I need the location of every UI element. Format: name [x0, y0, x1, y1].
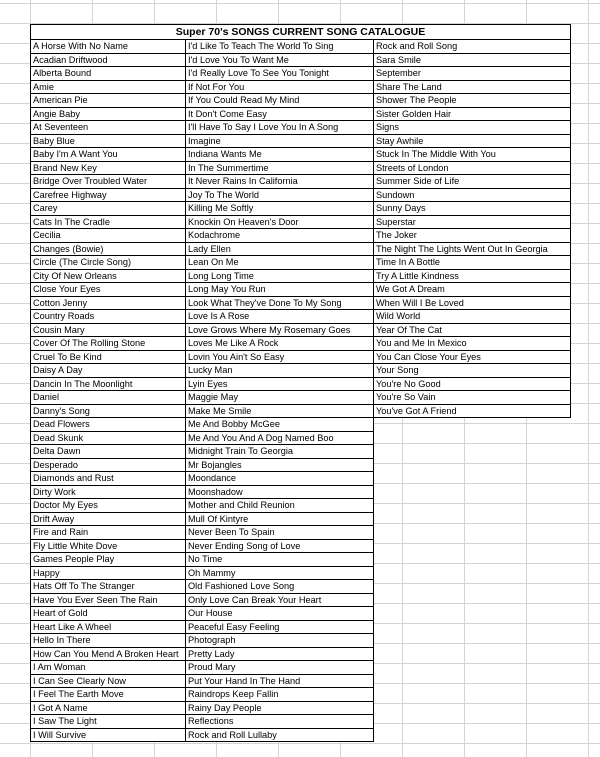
empty-cell[interactable]: [374, 486, 571, 500]
table-row: [30, 729, 571, 743]
song-cell[interactable]: Angie Baby: [30, 108, 186, 122]
song-cell[interactable]: Cover Of The Rolling Stone: [30, 337, 186, 351]
song-cell[interactable]: Daisy A Day: [30, 364, 186, 378]
empty-cell[interactable]: [374, 418, 571, 432]
song-cell[interactable]: Dead Skunk: [30, 432, 186, 446]
song-cell[interactable]: Streets of London: [374, 162, 571, 176]
song-cell[interactable]: Maggie May: [186, 391, 374, 405]
table-row: [30, 229, 571, 243]
song-cell[interactable]: Drift Away: [30, 513, 186, 527]
song-cell[interactable]: Diamonds and Rust: [30, 472, 186, 486]
empty-cell[interactable]: [374, 513, 571, 527]
table-row: [30, 648, 571, 662]
table-row: [30, 202, 571, 216]
song-cell[interactable]: I Am Woman: [30, 661, 186, 675]
song-cell[interactable]: Peaceful Easy Feeling: [186, 621, 374, 635]
table-row: [30, 526, 571, 540]
song-cell[interactable]: Superstar: [374, 216, 571, 230]
song-cell[interactable]: I'd Really Love To See You Tonight: [186, 67, 374, 81]
song-cell[interactable]: Acadian Driftwood: [30, 54, 186, 68]
empty-cell[interactable]: [374, 580, 571, 594]
song-cell[interactable]: Have You Ever Seen The Rain: [30, 594, 186, 608]
song-cell[interactable]: I Will Survive: [30, 729, 186, 743]
table-row: [30, 351, 571, 365]
song-cell[interactable]: Only Love Can Break Your Heart: [186, 594, 374, 608]
song-catalogue-sheet: [30, 24, 571, 742]
song-cell[interactable]: Rock and Roll Lullaby: [186, 729, 374, 743]
empty-cell[interactable]: [374, 432, 571, 446]
table-row: [30, 688, 571, 702]
empty-cell[interactable]: [374, 702, 571, 716]
table-row: [30, 216, 571, 230]
song-cell[interactable]: Signs: [374, 121, 571, 135]
song-cell[interactable]: Year Of The Cat: [374, 324, 571, 338]
table-row: [30, 189, 571, 203]
table-row: [30, 81, 571, 95]
empty-cell[interactable]: [374, 472, 571, 486]
table-row: [30, 148, 571, 162]
song-cell[interactable]: Love Grows Where My Rosemary Goes: [186, 324, 374, 338]
empty-cell[interactable]: [374, 688, 571, 702]
song-cell[interactable]: Heart Like A Wheel: [30, 621, 186, 635]
song-cell[interactable]: Shower The People: [374, 94, 571, 108]
empty-cell[interactable]: [374, 459, 571, 473]
song-cell[interactable]: Hello In There: [30, 634, 186, 648]
song-cell[interactable]: Changes (Bowie): [30, 243, 186, 257]
table-row: [30, 675, 571, 689]
song-cell[interactable]: Imagine: [186, 135, 374, 149]
table-row: [30, 162, 571, 176]
song-cell[interactable]: The Night The Lights Went Out In Georgia: [374, 243, 571, 257]
table-row: [30, 459, 571, 473]
table-row: [30, 553, 571, 567]
song-cell[interactable]: I'd Love You To Want Me: [186, 54, 374, 68]
song-cell[interactable]: Make Me Smile: [186, 405, 374, 419]
song-cell[interactable]: Stay Awhile: [374, 135, 571, 149]
song-cell[interactable]: City Of New Orleans: [30, 270, 186, 284]
song-cell[interactable]: We Got A Dream: [374, 283, 571, 297]
table-row: [30, 67, 571, 81]
song-cell[interactable]: Me And Bobby McGee: [186, 418, 374, 432]
song-cell[interactable]: Photograph: [186, 634, 374, 648]
table-row: [30, 54, 571, 68]
song-cell[interactable]: The Joker: [374, 229, 571, 243]
song-cell[interactable]: I'd Like To Teach The World To Sing: [186, 40, 374, 54]
song-cell[interactable]: Sunny Days: [374, 202, 571, 216]
song-cell[interactable]: Your Song: [374, 364, 571, 378]
song-cell[interactable]: How Can You Mend A Broken Heart: [30, 648, 186, 662]
song-cell[interactable]: Old Fashioned Love Song: [186, 580, 374, 594]
empty-cell[interactable]: [374, 553, 571, 567]
song-cell[interactable]: I Got A Name: [30, 702, 186, 716]
song-cell[interactable]: Share The Land: [374, 81, 571, 95]
song-cell[interactable]: Carey: [30, 202, 186, 216]
song-cell[interactable]: Stuck In The Middle With You: [374, 148, 571, 162]
song-cell[interactable]: Rainy Day People: [186, 702, 374, 716]
song-cell[interactable]: Killing Me Softly: [186, 202, 374, 216]
song-cell[interactable]: It Never Rains In California: [186, 175, 374, 189]
table-row: [30, 283, 571, 297]
song-cell[interactable]: Look What They've Done To My Song: [186, 297, 374, 311]
song-cell[interactable]: I Feel The Earth Move: [30, 688, 186, 702]
table-row: [30, 324, 571, 338]
song-cell[interactable]: A Horse With No Name: [30, 40, 186, 54]
table-row: [30, 634, 571, 648]
empty-cell[interactable]: [374, 540, 571, 554]
table-row: [30, 580, 571, 594]
empty-cell[interactable]: [374, 675, 571, 689]
table-row: [30, 175, 571, 189]
table-row: [30, 418, 571, 432]
song-cell[interactable]: Games People Play: [30, 553, 186, 567]
song-cell[interactable]: If You Could Read My Mind: [186, 94, 374, 108]
table-row: [30, 310, 571, 324]
song-cell[interactable]: Circle (The Circle Song): [30, 256, 186, 270]
catalogue-title[interactable]: Super 70's SONGS CURRENT SONG CATALOGUE: [30, 24, 571, 40]
song-cell[interactable]: In The Summertime: [186, 162, 374, 176]
song-cell[interactable]: Proud Mary: [186, 661, 374, 675]
table-row: [30, 702, 571, 716]
table-row: [30, 405, 571, 419]
song-cell[interactable]: Dancin In The Moonlight: [30, 378, 186, 392]
song-cell[interactable]: If Not For You: [186, 81, 374, 95]
song-cell[interactable]: Love Is A Rose: [186, 310, 374, 324]
song-cell[interactable]: Lady Ellen: [186, 243, 374, 257]
empty-cell[interactable]: [374, 715, 571, 729]
empty-cell[interactable]: [374, 729, 571, 743]
song-cell[interactable]: Country Roads: [30, 310, 186, 324]
song-cell[interactable]: Dirty Work: [30, 486, 186, 500]
song-cell[interactable]: Lovin You Ain't So Easy: [186, 351, 374, 365]
song-cell[interactable]: You and Me In Mexico: [374, 337, 571, 351]
song-cell[interactable]: American Pie: [30, 94, 186, 108]
song-cell[interactable]: Mr Bojangles: [186, 459, 374, 473]
song-cell[interactable]: Sister Golden Hair: [374, 108, 571, 122]
song-cell[interactable]: Moonshadow: [186, 486, 374, 500]
song-cell[interactable]: Delta Dawn: [30, 445, 186, 459]
table-row: [30, 121, 571, 135]
song-cell[interactable]: Carefree Highway: [30, 189, 186, 203]
song-cell[interactable]: Sundown: [374, 189, 571, 203]
song-cell[interactable]: Fire and Rain: [30, 526, 186, 540]
song-cell[interactable]: You Can Close Your Eyes: [374, 351, 571, 365]
empty-cell[interactable]: [374, 594, 571, 608]
table-row: [30, 499, 571, 513]
song-cell[interactable]: Brand New Key: [30, 162, 186, 176]
empty-cell[interactable]: [374, 634, 571, 648]
empty-cell[interactable]: [374, 445, 571, 459]
empty-cell[interactable]: [374, 607, 571, 621]
song-cell[interactable]: Doctor My Eyes: [30, 499, 186, 513]
song-cell[interactable]: Our House: [186, 607, 374, 621]
song-cell[interactable]: Dead Flowers: [30, 418, 186, 432]
song-cell[interactable]: Put Your Hand In The Hand: [186, 675, 374, 689]
song-cell[interactable]: Raindrops Keep Fallin: [186, 688, 374, 702]
song-cell[interactable]: Cotton Jenny: [30, 297, 186, 311]
table-row: [30, 540, 571, 554]
table-row: [30, 594, 571, 608]
song-cell[interactable]: I Saw The Light: [30, 715, 186, 729]
table-row: [30, 432, 571, 446]
song-cell[interactable]: Time In A Bottle: [374, 256, 571, 270]
table-row: [30, 364, 571, 378]
table-row: [30, 661, 571, 675]
song-cell[interactable]: Wild World: [374, 310, 571, 324]
song-cell[interactable]: Midnight Train To Georgia: [186, 445, 374, 459]
song-cell[interactable]: Moondance: [186, 472, 374, 486]
song-cell[interactable]: At Seventeen: [30, 121, 186, 135]
song-cell[interactable]: Cecilia: [30, 229, 186, 243]
song-cell[interactable]: Hats Off To The Stranger: [30, 580, 186, 594]
table-row: [30, 486, 571, 500]
song-cell[interactable]: Rock and Roll Song: [374, 40, 571, 54]
song-cell[interactable]: Baby Blue: [30, 135, 186, 149]
empty-cell[interactable]: [374, 526, 571, 540]
song-cell[interactable]: Never Ending Song of Love: [186, 540, 374, 554]
table-row: [30, 621, 571, 635]
song-cell[interactable]: Try A Little Kindness: [374, 270, 571, 284]
song-cell[interactable]: Sara Smile: [374, 54, 571, 68]
song-cell[interactable]: Never Been To Spain: [186, 526, 374, 540]
song-cell[interactable]: Oh Mammy: [186, 567, 374, 581]
table-row: [30, 445, 571, 459]
table-row: [30, 337, 571, 351]
table-row: [30, 256, 571, 270]
song-cell[interactable]: Mull Of Kintyre: [186, 513, 374, 527]
table-row: [30, 108, 571, 122]
song-cell[interactable]: Happy: [30, 567, 186, 581]
song-cell[interactable]: Close Your Eyes: [30, 283, 186, 297]
song-cell[interactable]: Lyin Eyes: [186, 378, 374, 392]
table-row: [30, 94, 571, 108]
song-cell[interactable]: You've Got A Friend: [374, 405, 571, 419]
table-row: [30, 40, 571, 54]
song-cell[interactable]: Daniel: [30, 391, 186, 405]
song-cell[interactable]: Heart of Gold: [30, 607, 186, 621]
song-cell[interactable]: Cousin Mary: [30, 324, 186, 338]
song-cell[interactable]: When Will I Be Loved: [374, 297, 571, 311]
song-cell[interactable]: I'll Have To Say I Love You In A Song: [186, 121, 374, 135]
song-cell[interactable]: Amie: [30, 81, 186, 95]
song-cell[interactable]: I Can See Clearly Now: [30, 675, 186, 689]
song-cell[interactable]: Loves Me Like A Rock: [186, 337, 374, 351]
song-table: [30, 40, 571, 742]
song-cell[interactable]: Baby I'm A Want You: [30, 148, 186, 162]
empty-cell[interactable]: [374, 567, 571, 581]
song-cell[interactable]: Alberta Bound: [30, 67, 186, 81]
song-cell[interactable]: Mother and Child Reunion: [186, 499, 374, 513]
table-row: [30, 391, 571, 405]
table-row: [30, 513, 571, 527]
table-row: [30, 135, 571, 149]
song-cell[interactable]: Me And You And A Dog Named Boo: [186, 432, 374, 446]
song-cell[interactable]: Lucky Man: [186, 364, 374, 378]
song-cell[interactable]: Danny's Song: [30, 405, 186, 419]
song-cell[interactable]: It Don't Come Easy: [186, 108, 374, 122]
empty-cell[interactable]: [374, 499, 571, 513]
song-cell[interactable]: Long May You Run: [186, 283, 374, 297]
empty-cell[interactable]: [374, 621, 571, 635]
song-cell[interactable]: Indiana Wants Me: [186, 148, 374, 162]
song-cell[interactable]: Reflections: [186, 715, 374, 729]
table-row: [30, 472, 571, 486]
song-cell[interactable]: Joy To The World: [186, 189, 374, 203]
song-cell[interactable]: Cruel To Be Kind: [30, 351, 186, 365]
song-cell[interactable]: Lean On Me: [186, 256, 374, 270]
empty-cell[interactable]: [374, 661, 571, 675]
song-cell[interactable]: Bridge Over Troubled Water: [30, 175, 186, 189]
table-row: [30, 607, 571, 621]
song-cell[interactable]: September: [374, 67, 571, 81]
empty-cell[interactable]: [374, 648, 571, 662]
song-cell[interactable]: Long Long Time: [186, 270, 374, 284]
song-cell[interactable]: Desperado: [30, 459, 186, 473]
song-cell[interactable]: Knockin On Heaven's Door: [186, 216, 374, 230]
song-cell[interactable]: Pretty Lady: [186, 648, 374, 662]
table-row: [30, 270, 571, 284]
table-row: [30, 715, 571, 729]
table-row: [30, 243, 571, 257]
song-cell[interactable]: You're So Vain: [374, 391, 571, 405]
table-row: [30, 567, 571, 581]
song-cell[interactable]: Kodachrome: [186, 229, 374, 243]
table-row: [30, 297, 571, 311]
table-row: [30, 378, 571, 392]
song-cell[interactable]: Cats In The Cradle: [30, 216, 186, 230]
song-cell[interactable]: No Time: [186, 553, 374, 567]
song-cell[interactable]: Fly Little White Dove: [30, 540, 186, 554]
song-cell[interactable]: Summer Side of Life: [374, 175, 571, 189]
song-cell[interactable]: You're No Good: [374, 378, 571, 392]
